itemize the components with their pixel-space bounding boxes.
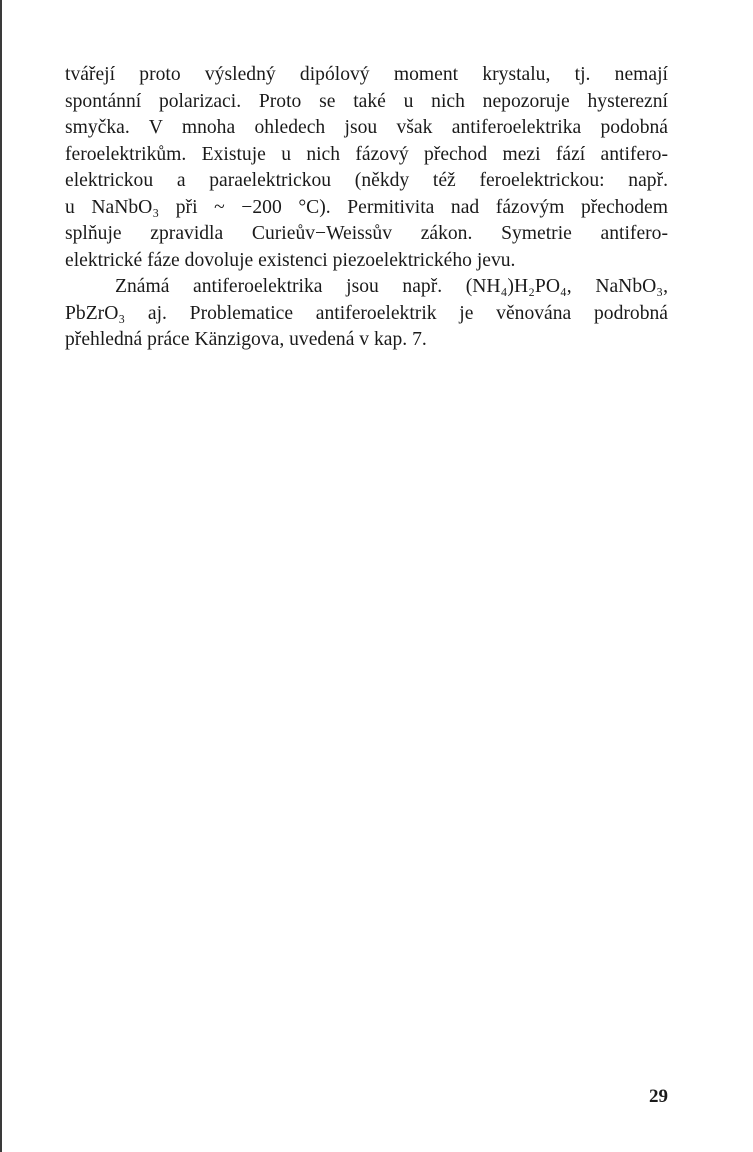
text-line: přehledná práce Känzigova, uvedená v kap. 7.	[65, 329, 427, 350]
paragraph-2	[65, 274, 668, 354]
page-edge	[0, 0, 2, 1152]
text-line: elektrickou a paraelektrickou (někdy též feroelektrickou: např.	[65, 170, 668, 191]
text-line: Známá antiferoelektrika jsou např. (NH₄)H₂PO₄, NaNbO₃,	[115, 276, 668, 297]
text-line: splňuje zpravidla Curieův−Weissův zákon. Symetrie antifero-	[65, 223, 668, 244]
text-line: u NaNbO₃ při ~ −200 °C). Permitivita nad fázovým přechodem	[65, 196, 668, 218]
page-body	[65, 62, 668, 354]
text-line: elektrické fáze dovoluje existenci piezoelektrického jevu.	[65, 249, 516, 271]
text-line: smyčka. V mnoha ohledech jsou však antiferoelektrika podobná	[65, 117, 668, 138]
text-line: feroelektrikům. Existuje u nich fázový přechod mezi fází antifero-	[65, 143, 668, 165]
page-number: 29	[649, 1086, 668, 1107]
text-line: tvářejí proto výsledný dipólový moment krystalu, tj. nemají	[65, 64, 668, 85]
paragraph-1	[65, 62, 668, 274]
text-line: spontánní polarizaci. Proto se také u nich nepozoruje hysterezní	[65, 90, 668, 112]
text-line: PbZrO₃ aj. Problematice antiferoelektrik je věnována podrobná	[65, 302, 668, 324]
